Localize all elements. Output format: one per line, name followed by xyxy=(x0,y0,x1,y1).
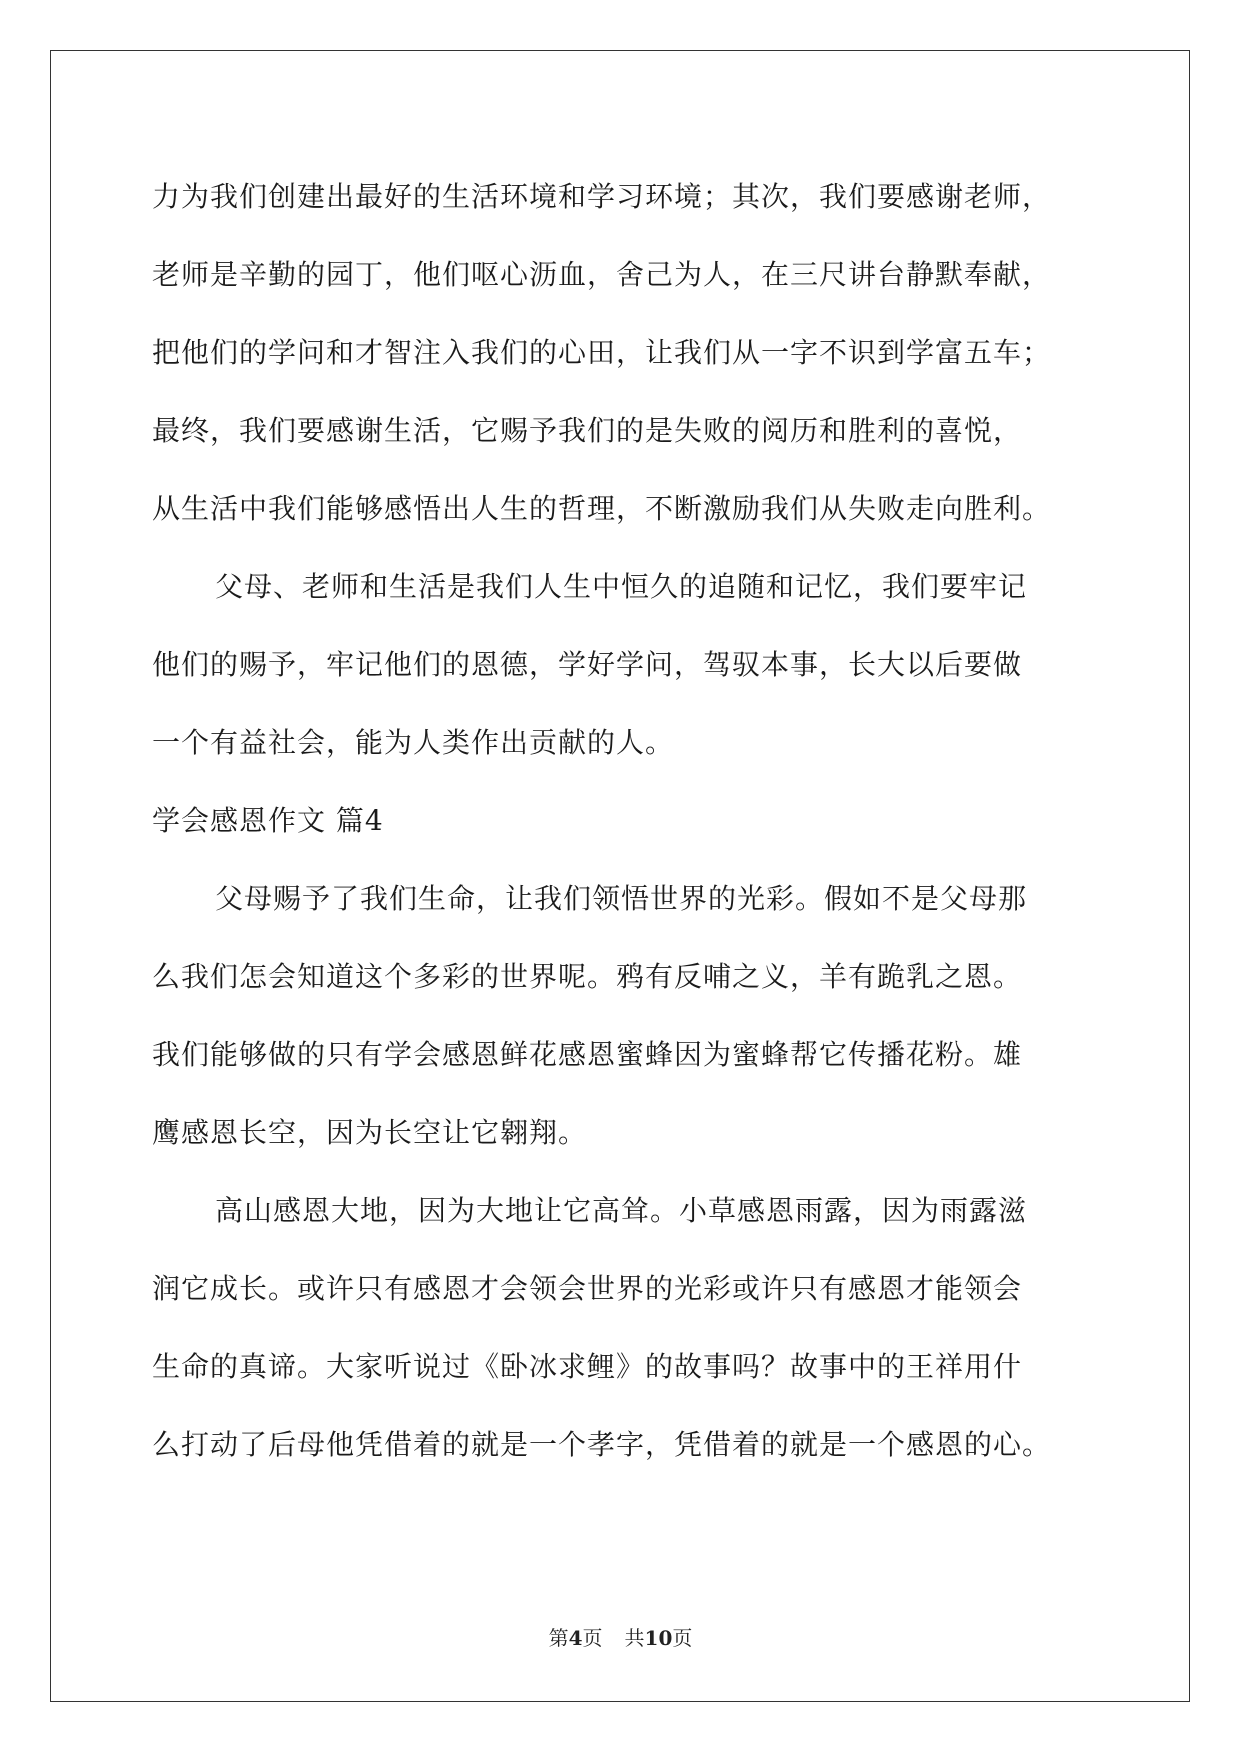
text-line: 生命的真谛。大家听说过《卧冰求鲤》的故事吗？故事中的王祥用什 xyxy=(152,1350,1023,1383)
text-line: 老师是辛勤的园丁，他们呕心沥血，舍己为人，在三尺讲台静默奉献， xyxy=(152,258,1052,291)
paragraph-start-line: 父母赐予了我们生命，让我们领悟世界的光彩。假如不是父母那 xyxy=(215,882,1028,915)
text-line: 力为我们创建出最好的生活环境和学习环境；其次，我们要感谢老师， xyxy=(152,180,1052,213)
text-line: 么打动了后母他凭借着的就是一个孝字，凭借着的就是一个感恩的心。 xyxy=(152,1428,1052,1461)
paragraph-start-line: 高山感恩大地，因为大地让它高耸。小草感恩雨露，因为雨露滋 xyxy=(215,1194,1028,1227)
document-body xyxy=(152,158,1092,1484)
total-page-count: 10 xyxy=(644,1626,673,1650)
text-line: 他们的赐予，牢记他们的恩德，学好学问，驾驭本事，长大以后要做 xyxy=(152,648,1023,681)
page-prefix: 第 xyxy=(548,1626,569,1650)
text-line: 么我们怎会知道这个多彩的世界呢。鸦有反哺之义，羊有跪乳之恩。 xyxy=(152,960,1023,993)
page-suffix: 页 xyxy=(582,1626,603,1650)
text-line: 一个有益社会，能为人类作出贡献的人。 xyxy=(152,726,675,759)
paragraph-start-line: 父母、老师和生活是我们人生中恒久的追随和记忆，我们要牢记 xyxy=(215,570,1028,603)
text-line: 我们能够做的只有学会感恩鲜花感恩蜜蜂因为蜜蜂帮它传播花粉。雄 xyxy=(152,1038,1023,1071)
text-line: 鹰感恩长空，因为长空让它翱翔。 xyxy=(152,1116,588,1149)
section-heading: 学会感恩作文 篇4 xyxy=(152,804,384,837)
text-line: 把他们的学问和才智注入我们的心田，让我们从一字不识到学富五车； xyxy=(152,336,1052,369)
text-line: 最终，我们要感谢生活，它赐予我们的是失败的阅历和胜利的喜悦， xyxy=(152,414,1023,447)
current-page-number: 4 xyxy=(568,1626,583,1650)
page-footer xyxy=(0,1622,1241,1651)
total-prefix: 共 xyxy=(624,1626,645,1650)
total-suffix: 页 xyxy=(672,1626,693,1650)
text-line: 从生活中我们能够感悟出人生的哲理，不断激励我们从失败走向胜利。 xyxy=(152,492,1052,525)
text-line: 润它成长。或许只有感恩才会领会世界的光彩或许只有感恩才能领会 xyxy=(152,1272,1023,1305)
